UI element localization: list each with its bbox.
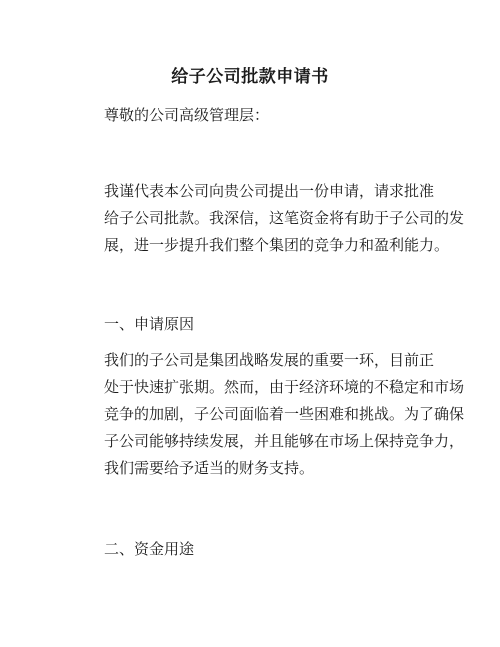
paragraph-line: 子公司能够持续发展，并且能够在市场上保持竞争力， (104, 432, 465, 450)
paragraph-line: 我谨代表本公司向贵公司提出一份申请，请求批准 (104, 182, 435, 200)
salutation: 尊敬的公司高级管理层： (104, 106, 270, 124)
paragraph-line: 我们需要给予适当的财务支持。 (104, 459, 315, 477)
paragraph-line: 展，进一步提升我们整个集团的竞争力和盈利能力。 (104, 236, 450, 254)
body-paragraph-intro (104, 178, 465, 259)
section-heading-fund-usage: 二、资金用途 (104, 540, 195, 558)
paragraph-line: 我们的子公司是集团战略发展的重要一环，目前正 (104, 351, 435, 369)
paragraph-line: 竞争的加剧，子公司面临着一些困难和挑战。为了确保 (104, 405, 465, 423)
body-paragraph-reason (104, 347, 465, 482)
section-heading-reason: 一、申请原因 (104, 315, 195, 333)
document-title: 给子公司批款申请书 (171, 67, 329, 87)
paragraph-line: 给子公司批款。我深信，这笔资金将有助于子公司的发 (104, 209, 465, 227)
paragraph-line: 处于快速扩张期。然而，由于经济环境的不稳定和市场 (104, 378, 465, 396)
